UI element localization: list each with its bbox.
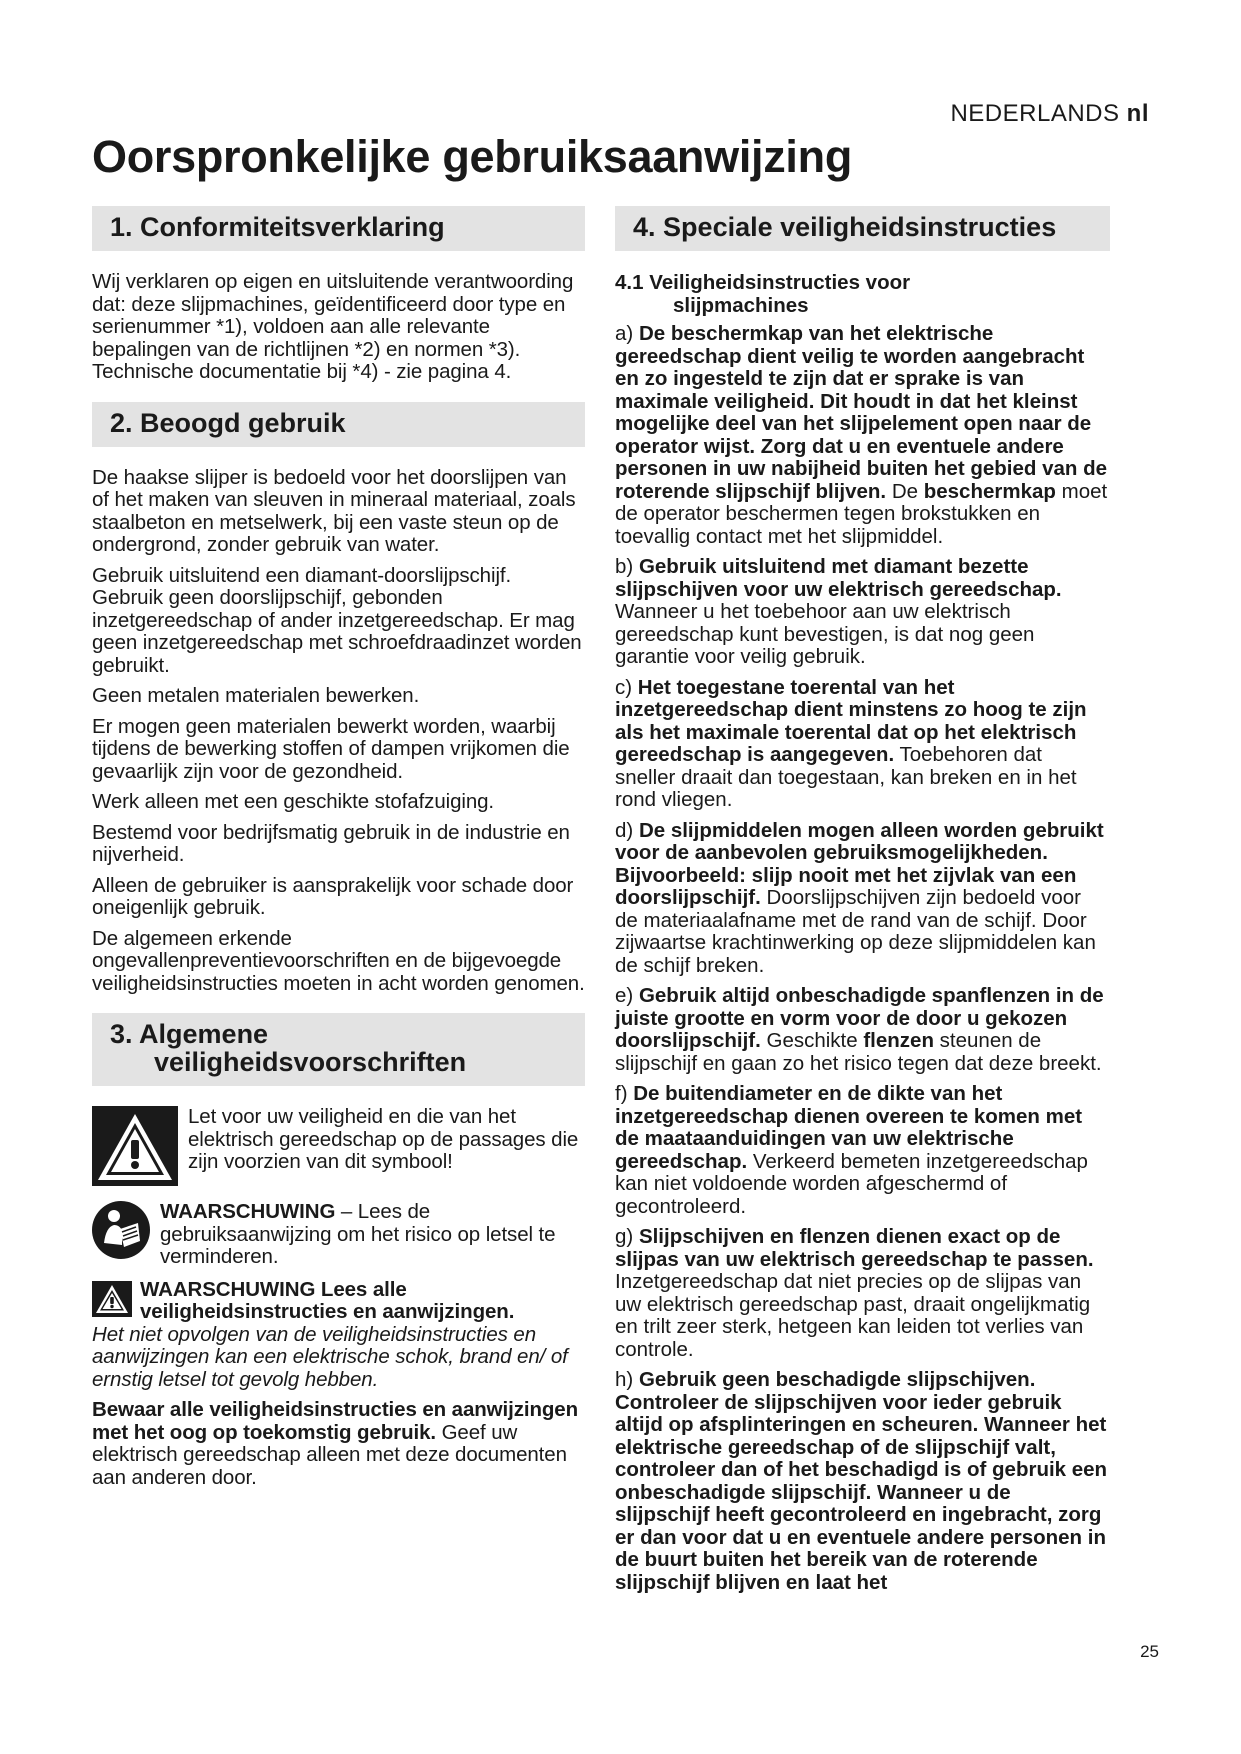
read-manual-icon: [92, 1201, 150, 1264]
safety-item: [615, 1083, 1108, 1218]
item-letter: c): [615, 675, 633, 699]
safety-item: [615, 556, 1108, 669]
paragraph: De haakse slijper is bedoeld voor het doorslijpen van of het maken van sleuven in mineraal materiaal, zoals staalbeton en metselwerk, bij een vaste steun op de ondergrond, zonder gebruik van water.: [92, 465, 576, 556]
item-text: Verkeerd bemeten inzetgereedschap kan niet voldoende worden afgeschermd of gecontroleerd.: [615, 1149, 1088, 1218]
safety-item: [615, 820, 1108, 978]
subsection-heading: [615, 271, 1108, 317]
language-tag: [950, 100, 1149, 128]
item-text: Doorslijpschijven zijn bedoeld voor de materiaalafname met de rand van de schijf. Door zijwaartse krachtinwerking op deze slijpmiddelen kan de schijf breken.: [615, 886, 1096, 977]
safety-item: [615, 677, 1108, 812]
paragraph: Alleen de gebruiker is aansprakelijk voor schade door oneigenlijk gebruik.: [92, 873, 574, 919]
subsection-title-line1: Veiligheidsinstructies voor: [649, 271, 911, 294]
paragraph: Geen metalen materialen bewerken.: [92, 684, 420, 707]
language-name: NEDERLANDS: [950, 100, 1120, 127]
page-number: 25: [1140, 1642, 1159, 1661]
section-conformity: [92, 206, 585, 384]
section-heading-4: [615, 206, 1110, 251]
warning-label: WAARSCHUWING: [160, 1200, 336, 1223]
item-bold: Gebruik geen beschadigde slijpschijven. Controleer de slijpschijven voor ieder gebruik altijd op afsplinteringen en scheuren. Wanneer het elektrische gereedschap of de slijpschijf valt, controleer dan of het beschadigd is of gebruik een onbeschadigde slijpschijf. Wanneer u de slijpschijf heeft gecontroleerd en ingebracht, zorg er dan voor dat u en eventuele andere personen in de buurt buiten het bereik van de roterende slijpschijf blijven en laat het: [615, 1368, 1108, 1594]
paragraph: De algemeen erkende ongevallenpreventievoorschriften en de bijgevoegde veiligheidsinstructies moeten in acht worden genomen.: [92, 926, 585, 995]
section-number: 1.: [110, 212, 133, 242]
section-intended-use: [92, 402, 585, 996]
item-bold: De beschermkap van het elektrische gereedschap dient veilig te worden aangebracht en zo ingesteld te zijn dat er sprake is van maximale veiligheid. Dit houdt in dat het kleinst mogelijke deel van het slijpelement open naar de operator wijst. Zorg dat u en eventuele andere personen in uw nabijheid buiten het gebied van de roterende slijpschijf blijven.: [615, 322, 1108, 503]
item-letter: d): [615, 818, 634, 842]
general-warning-italic: Het niet opvolgen van de veiligheidsinstructies en aanwijzingen kan een elektrische schok, brand en/ of ernstig letsel tot gevolg hebben.: [92, 1322, 568, 1391]
section-title-line2: veiligheidsvoorschriften: [154, 1047, 467, 1077]
item-bold: Slijpschijven en flenzen dienen exact op de slijpas van uw elektrisch gereedschap te passen.: [615, 1225, 1094, 1271]
section-number: 3.: [110, 1019, 133, 1049]
safety-item: [615, 985, 1108, 1075]
item-text: Inzetgereedschap dat niet precies op de slijpas van uw elektrisch gereedschap past, draait ongelijkmatig en trilt zeer sterk, hetgeen kan leiden tot verlies van controle.: [615, 1270, 1091, 1361]
paragraph: Er mogen geen materialen bewerkt worden, waarbij tijdens de bewerking stoffen of dampen vrijkomen die gevaarlijk zijn voor de gezondheid.: [92, 714, 570, 783]
item-bold-term: flenzen: [863, 1029, 934, 1052]
right-column: [615, 206, 1108, 1602]
item-letter: e): [615, 984, 634, 1007]
section-title: Beoogd gebruik: [140, 407, 346, 438]
paragraph: Bestemd voor bedrijfsmatig gebruik in de industrie en nijverheid.: [92, 820, 570, 866]
keep-instructions-bold: Bewaar alle veiligheidsinstructies en aanwijzingen met het oog op toekomstig gebruik.: [92, 1398, 579, 1444]
item-letter: f): [615, 1082, 628, 1105]
section-title-line1: Algemene: [139, 1019, 269, 1049]
left-column: [92, 206, 585, 1507]
item-letter: g): [615, 1225, 634, 1248]
conformity-text: Wij verklaren op eigen en uitsluitende verantwoording dat: deze slijpmachines, geïdentificeerd door type en serienummer *1), voldoen aan alle relevante bepalingen van de richtlijnen *2) en normen *3). Technische documentatie bij *4) - zie pagina 4.: [92, 270, 574, 383]
paragraph: Werk alleen met een geschikte stofafzuiging.: [92, 790, 495, 813]
safety-item: [615, 1226, 1108, 1361]
item-text: Toebehoren dat sneller draait dan toegestaan, kan breken en in het rond vliegen.: [615, 743, 1077, 811]
item-letter: a): [615, 322, 634, 345]
section-heading-3: [92, 1013, 585, 1086]
section-title: Conformiteitsverklaring: [140, 212, 445, 242]
keep-instructions: [92, 1399, 585, 1489]
read-manual-warning: [92, 1201, 585, 1269]
warning-triangle-icon: [92, 1106, 178, 1191]
item-bold: De slijpmiddelen mogen alleen worden gebruikt voor de aanbevolen gebruiksmogelijkheden. Bijvoorbeeld: slijp nooit met het zijvlak van een doorslijpschijf.: [615, 818, 1104, 909]
warning-text: – Lees de gebruiksaanwijzing om het risico op letsel te verminderen.: [160, 1200, 556, 1268]
safety-item: [615, 1369, 1108, 1594]
item-text: Geschikte: [760, 1029, 864, 1052]
item-bold-term: beschermkap: [923, 479, 1056, 503]
safety-symbol-note: [92, 1106, 585, 1191]
general-warning-bold-wrap: [92, 1279, 585, 1324]
item-text: De: [886, 479, 924, 503]
item-text: Wanneer u het toebehoor aan uw elektrisch gereedschap kunt bevestigen, is dat nog geen garantie voor veilig gebruik.: [615, 600, 1035, 668]
item-letter: b): [615, 555, 634, 578]
subsection-title-line2: slijpmachines: [673, 294, 809, 317]
warning-small-triangle-icon: [92, 1281, 132, 1323]
item-bold: Gebruik uitsluitend met diamant bezette slijpschijven voor uw elektrisch gereedschap.: [615, 555, 1062, 601]
safety-item: [615, 323, 1108, 548]
section-heading-1: [92, 206, 585, 251]
item-letter: h): [615, 1368, 634, 1391]
subsection-number: 4.1: [615, 271, 644, 294]
general-warning: [92, 1279, 585, 1392]
symbol-note-text: Let voor uw veiligheid en die van het elektrisch gereedschap op de passages die zijn voorzien van dit symbool!: [188, 1105, 579, 1173]
item-text: steunen de slijpschijf en gaan zo het risico tegen dat deze breekt.: [615, 1029, 1102, 1075]
document-title: Oorspronkelijke gebruiksaanwijzing: [92, 131, 853, 182]
general-warning-bold: WAARSCHUWING Lees alle veiligheidsinstructies en aanwijzingen.: [140, 1277, 515, 1323]
item-text: moet de operator beschermen tegen brokstukken en toevallig contact met het slijpmiddel.: [615, 479, 1108, 548]
item-bold: Gebruik altijd onbeschadigde spanflenzen in de juiste grootte en vorm voor de door u gekozen doorslijpschijf.: [615, 984, 1104, 1052]
language-code: nl: [1126, 100, 1149, 127]
read-manual-text: [160, 1201, 585, 1269]
section-number: 2.: [110, 407, 133, 438]
paragraph: Gebruik uitsluitend een diamant-doorslijpschijf. Gebruik geen doorslijpschijf, gebonden inzetgereedschap of ander inzetgereedschap. Er mag geen inzetgereedschap met schroefdraadinzet worden gebruikt.: [92, 563, 582, 677]
item-bold: Het toegestane toerental van het inzetgereedschap dient minstens zo hoog te zijn als het maximale toerental dat op het elektrisch gereedschap is aangegeven.: [615, 675, 1087, 766]
section-number: 4.: [633, 212, 656, 242]
section-title: Speciale veiligheidsinstructies: [663, 212, 1057, 242]
section-general-safety: [92, 1013, 585, 1489]
item-bold: De buitendiameter en de dikte van het inzetgereedschap dienen overeen te komen met de maataanduidingen van uw elektrische gereedschap.: [615, 1082, 1083, 1173]
keep-instructions-text: Geef uw elektrisch gereedschap alleen met deze documenten aan anderen door.: [92, 1420, 567, 1489]
section-heading-2: [92, 402, 585, 447]
